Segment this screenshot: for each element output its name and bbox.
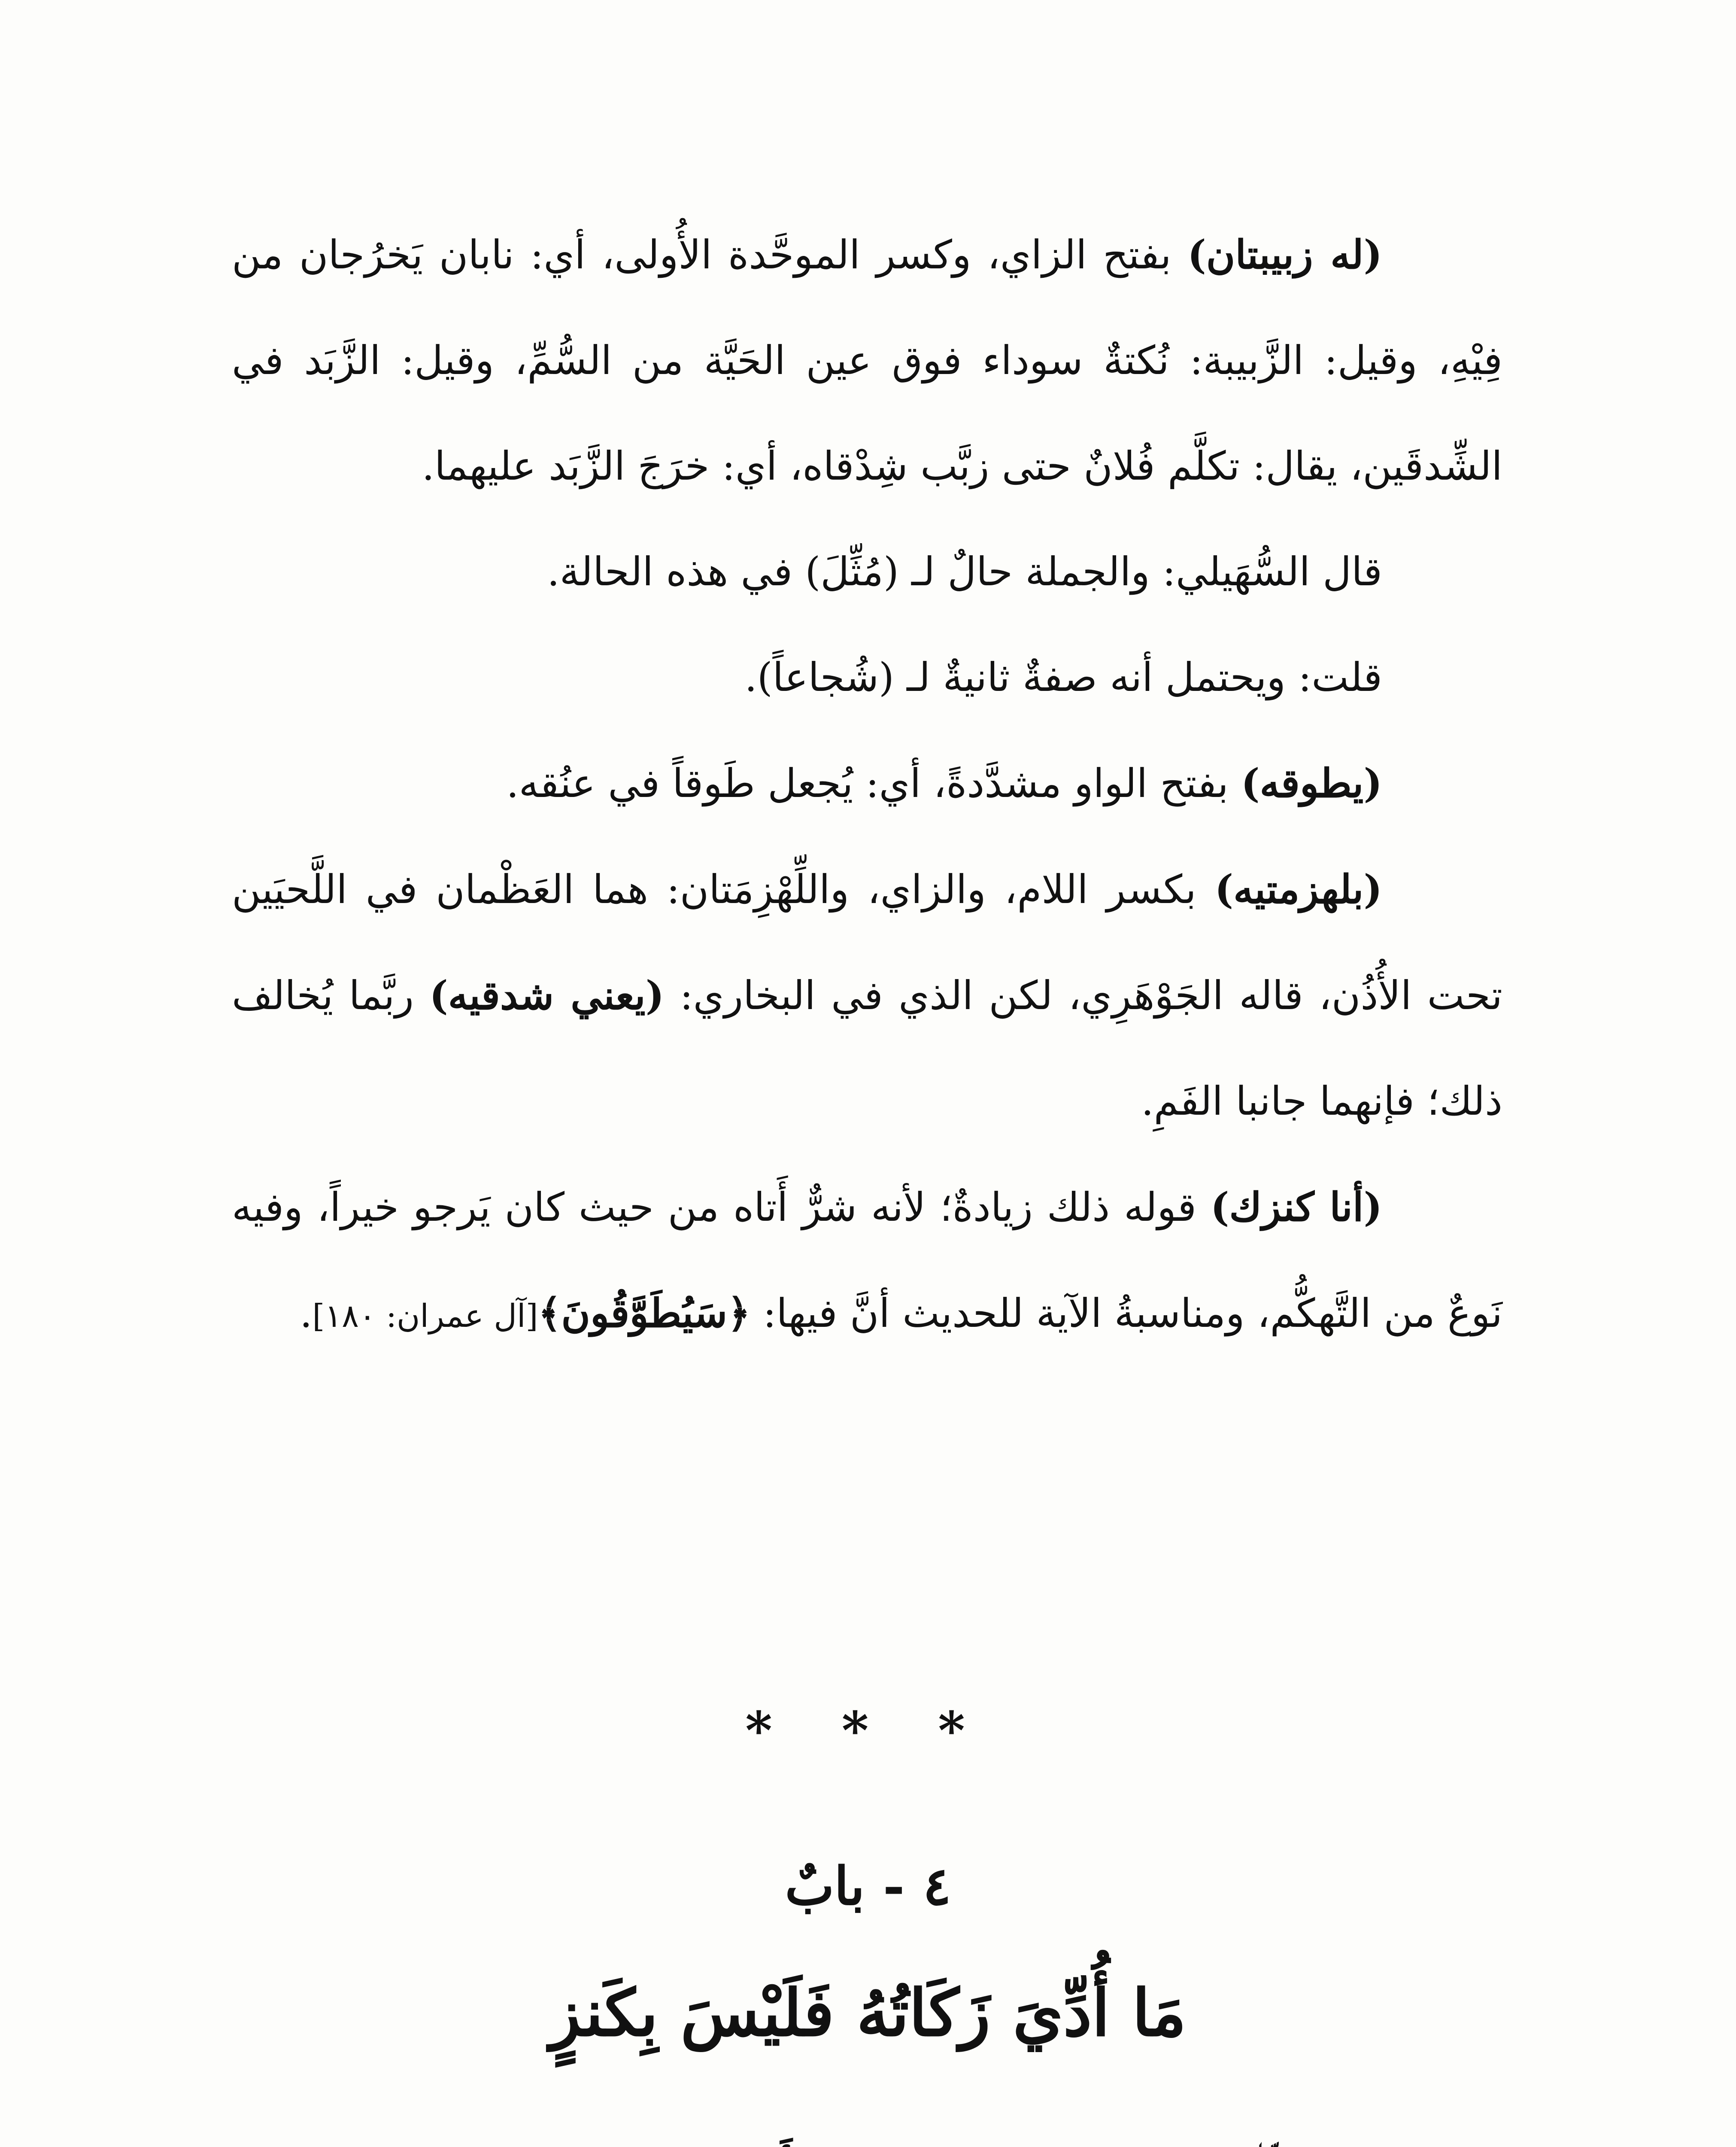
paragraph-ana-kanzuk xyxy=(232,1154,1502,1369)
term-yani-shidqayhi: (يعني شدقيه) xyxy=(429,972,665,1019)
paragraph-yutawwaquhu-body: بفتح الواو مشدَّدةً، أي: يُجعل طَوقاً في عنُقه. xyxy=(506,760,1241,806)
paragraph-ana-kanzuk-end: . xyxy=(300,1290,313,1336)
paragraph-zabibatan xyxy=(232,202,1502,519)
paragraph-qultu-body: قلت: ويحتمل أنه صفةٌ ثانيةٌ لـ (شُجاعاً). xyxy=(744,654,1382,700)
paragraph-zabibatan-body: بفتح الزاي، وكسر الموحَّدة الأُولى، أي: نابان يَخرُجان من فِيْهِ، وقيل: الزَّبيبة: نُكتةٌ سوداء فوق عين الحَيَّة من السُّمِّ، وقيل: الزَّبَد في الشِّدقَين، يقال: تكلَّم فُلانٌ حتى زبَّب شِدْقاه، أي: خرَجَ الزَّبَد عليهما. xyxy=(232,232,1502,489)
quran-reference: [آل عمران: ١٨٠] xyxy=(312,1298,538,1335)
paragraph-qultu xyxy=(232,625,1502,730)
paragraph-yutawwaquhu xyxy=(232,730,1502,836)
term-bilihzimatayhi: (بلهزمتيه) xyxy=(1214,866,1382,912)
quran-quote: ﴿سَيُطَوَّقُونَ﴾ xyxy=(538,1290,751,1336)
commentary-text xyxy=(232,202,1502,1369)
chapter-title: مَا أُدِّيَ زَكَاتُهُ فَلَيْسَ بِكَنزٍ xyxy=(549,1975,1187,2051)
section-separator: * * * xyxy=(745,1700,991,1761)
term-zabibatan: (له زبيبتان) xyxy=(1187,231,1383,278)
paragraph-bilihzimatayhi-end: ربَّما يُخالف ذلك؛ فإنهما جانبا الفَمِ. xyxy=(232,973,1502,1124)
chapter-number: ٤ - بابٌ xyxy=(785,1855,951,1917)
paragraph-bilihzimatayhi-body: بكسر اللام، والزاي، واللِّهْزِمَتان: هما العَظْمان في اللَّحيَين تحت الأُذُن، قاله الجَوْهَرِي، لكن الذي في البخاري: xyxy=(232,867,1503,1019)
paragraph-suhayli xyxy=(232,519,1502,625)
paragraph-bilihzimatayhi xyxy=(232,836,1502,1154)
term-ana-kanzuk: (أنا كنزك) xyxy=(1210,1184,1382,1230)
paragraph-suhayli-body: قال السُّهَيلي: والجملة حالٌ لـ (مُثِّلَ) في هذه الحالة. xyxy=(547,549,1382,595)
paragraph-ana-kanzuk-body: قوله ذلك زيادةٌ؛ لأنه شرٌّ أَتاه من حيث كان يَرجو خيراً، وفيه نَوعٌ من التَّهكُّم، ومناسبةُ الآية للحديث أنَّ فيها: xyxy=(232,1184,1502,1336)
term-yutawwaquhu: (يطوقه) xyxy=(1241,760,1382,806)
